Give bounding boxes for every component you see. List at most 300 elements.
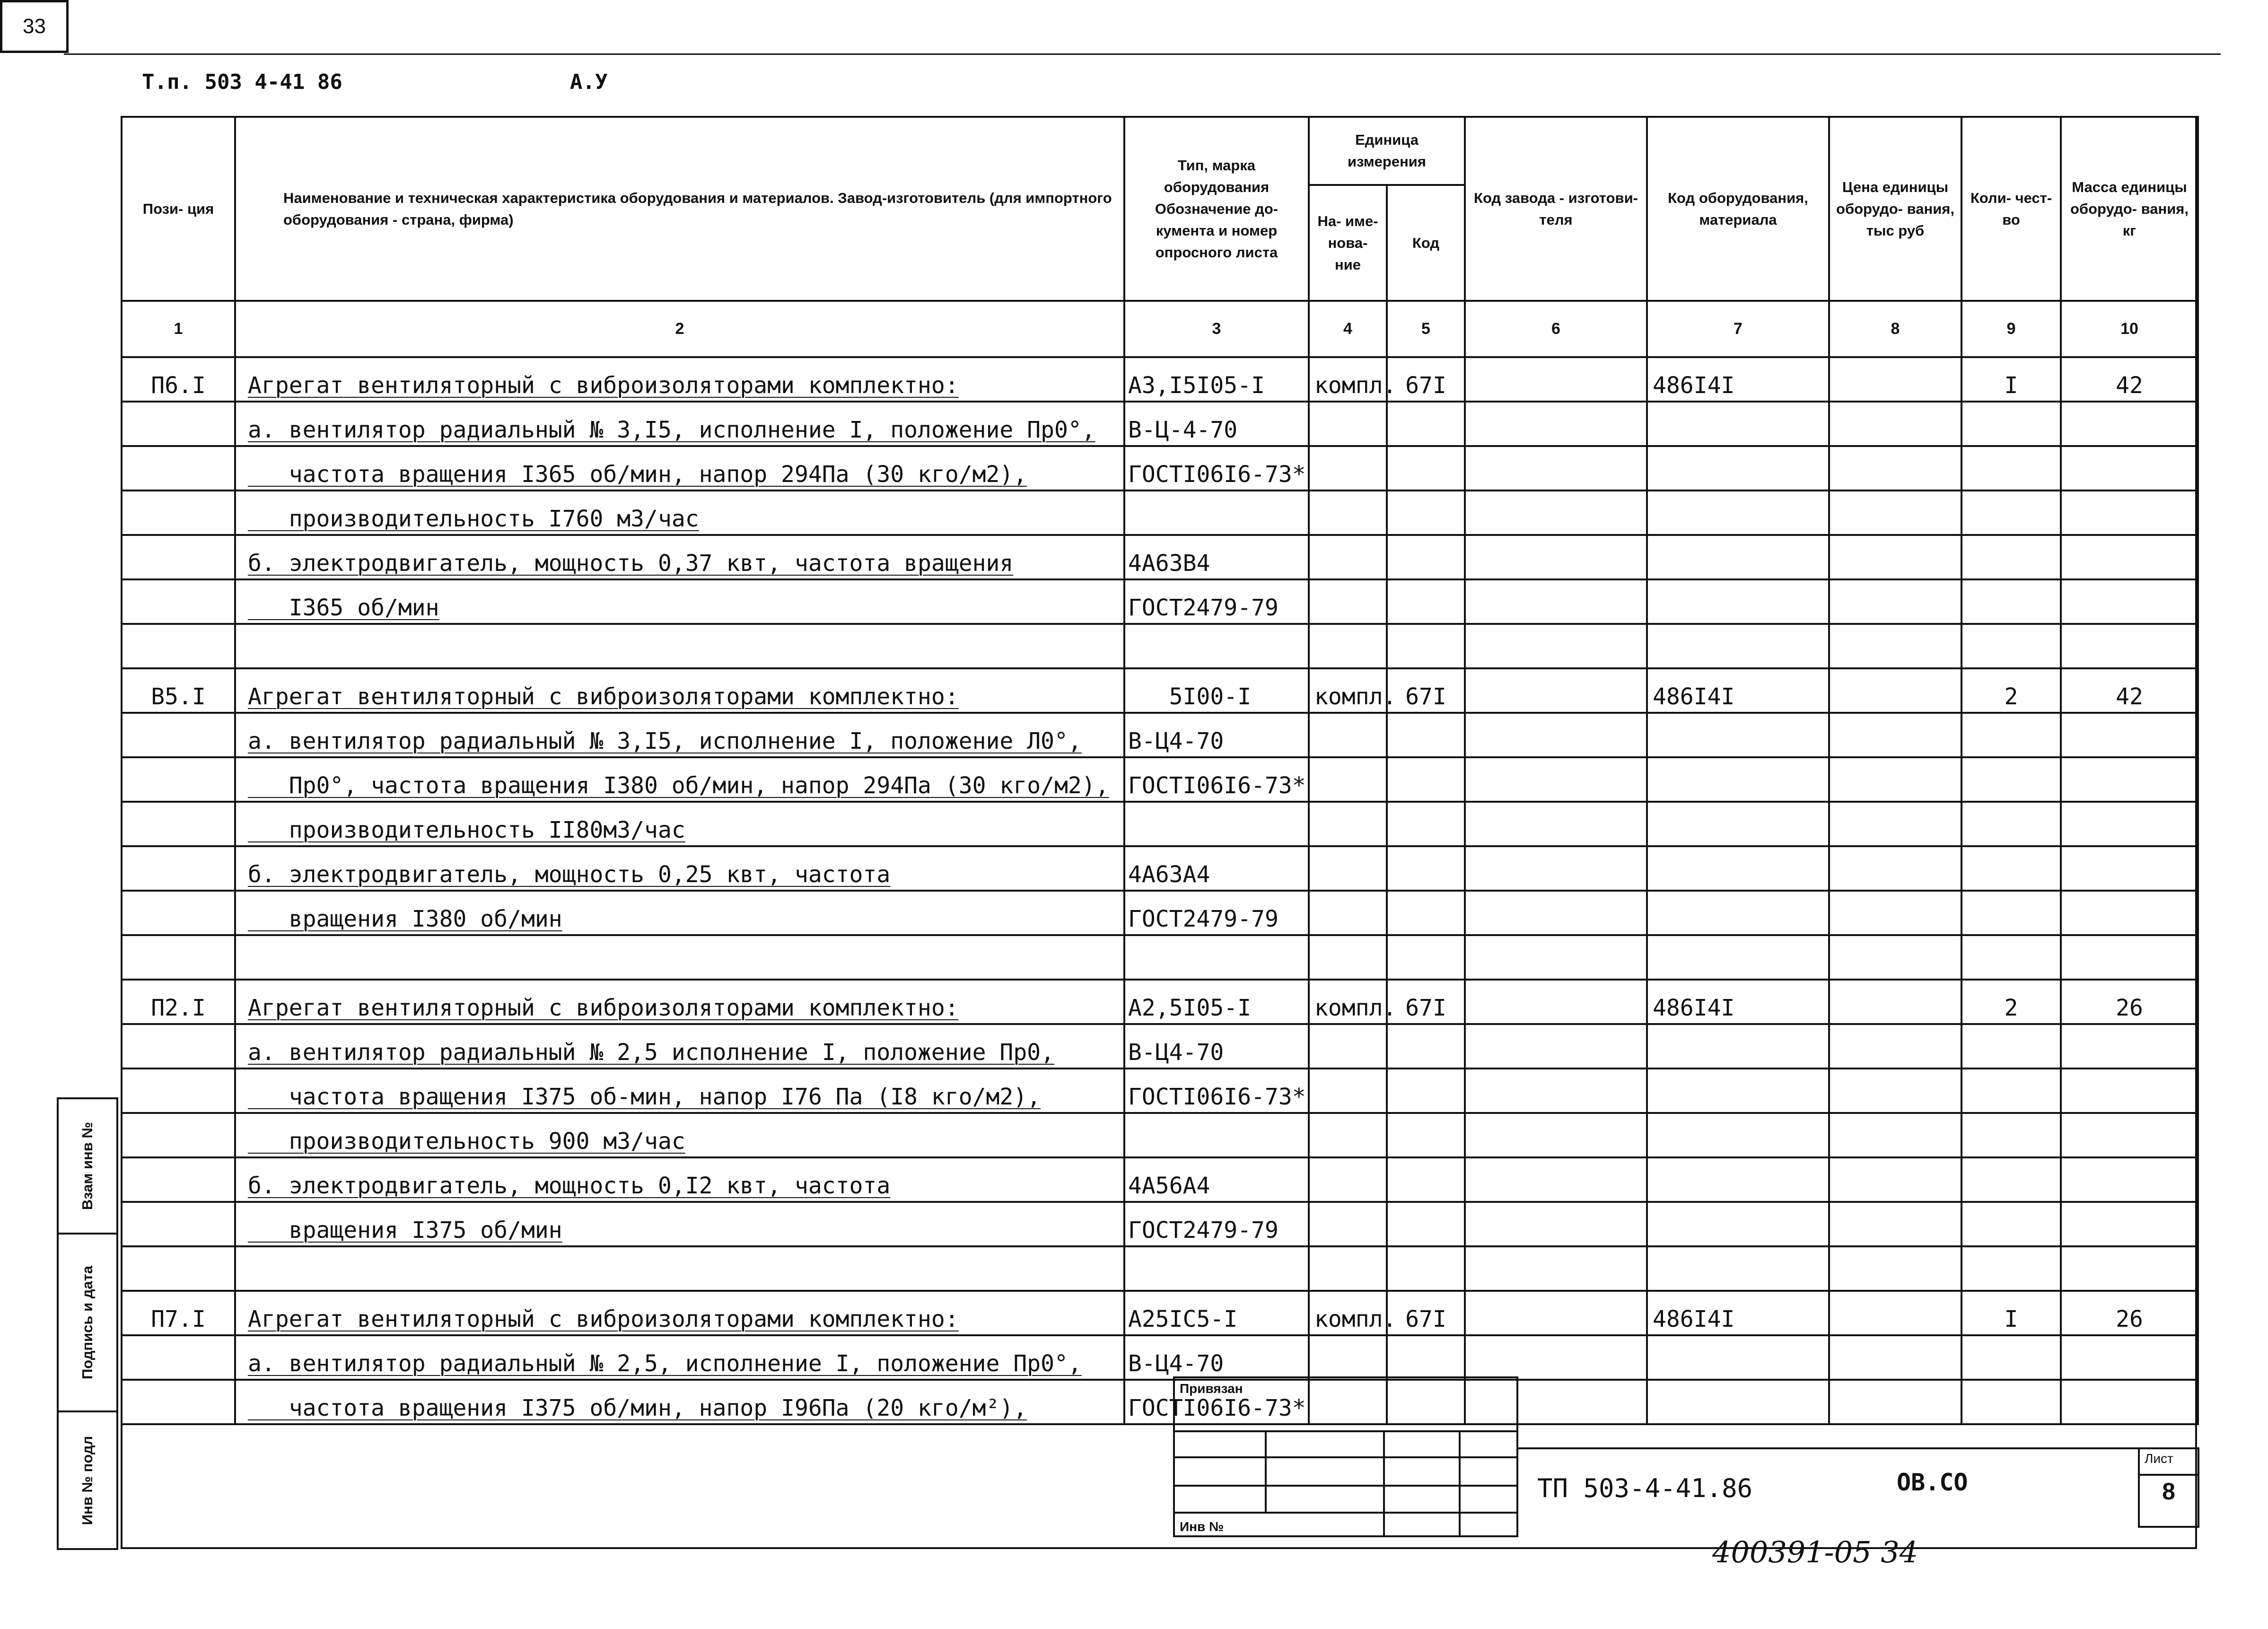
type-cell: ГОСТI06I6-73*	[1124, 1068, 1309, 1113]
equipment-code-cell: 486I4I	[1647, 1291, 1829, 1335]
position-cell	[122, 579, 235, 624]
stamp-divider	[1265, 1430, 1267, 1512]
unit-code-cell	[1387, 535, 1465, 579]
unit-cell	[1309, 1246, 1387, 1291]
price-cell	[1829, 446, 1962, 490]
col-number: 7	[1647, 301, 1829, 357]
name-cell: частота вращения I375 об/мин, напор I96Па (20 кго/м²),	[235, 1380, 1124, 1424]
unit-code-cell	[1387, 1068, 1465, 1113]
type-cell: ГОСТI06I6-73*	[1124, 1380, 1309, 1424]
quantity-cell	[1962, 624, 2061, 668]
section-code: ОВ.СО	[1897, 1469, 1968, 1496]
col-header-unit-name: На- име- нова- ние	[1309, 185, 1387, 301]
plant-code-cell	[1465, 668, 1647, 713]
quantity-cell: 2	[1962, 980, 2061, 1024]
unit-cell: компл.	[1309, 1291, 1387, 1335]
equipment-code-cell: 486I4I	[1647, 668, 1829, 713]
quantity-cell	[1962, 490, 2061, 535]
equipment-code-cell	[1647, 1157, 1829, 1202]
quantity-cell	[1962, 1246, 2061, 1291]
position-cell	[122, 1157, 235, 1202]
sheet-box-divider	[2140, 1474, 2198, 1476]
unit-code-cell: 67I	[1387, 980, 1465, 1024]
unit-code-cell	[1387, 624, 1465, 668]
mass-cell	[2061, 1024, 2198, 1068]
type-cell: 4А63А4	[1124, 846, 1309, 891]
unit-cell	[1309, 802, 1387, 846]
mass-cell: 26	[2061, 1291, 2198, 1335]
mass-cell: 26	[2061, 980, 2198, 1024]
name-cell: вращения I380 об/мин	[235, 891, 1124, 935]
quantity-cell	[1962, 1202, 2061, 1246]
quantity-cell	[1962, 1335, 2061, 1380]
top-rule	[64, 53, 2221, 55]
unit-code-cell	[1387, 846, 1465, 891]
col-header-plant-code: Код завода - изготови- теля	[1465, 117, 1647, 301]
unit-cell	[1309, 579, 1387, 624]
quantity-cell	[1962, 935, 2061, 980]
type-cell	[1124, 624, 1309, 668]
quantity-cell	[1962, 713, 2061, 757]
table-row	[122, 1335, 2198, 1380]
type-cell	[1124, 935, 1309, 980]
quantity-cell: I	[1962, 1291, 2061, 1335]
price-cell	[1829, 490, 1962, 535]
equipment-code-cell	[1647, 1068, 1829, 1113]
price-cell	[1829, 935, 1962, 980]
column-number-row	[122, 301, 2198, 357]
type-cell: 4А63В4	[1124, 535, 1309, 579]
name-cell: частота вращения I365 об/мин, напор 294Па (30 кго/м2),	[235, 446, 1124, 490]
side-inv-original-label: Инв № подл	[79, 1436, 96, 1525]
plant-code-cell	[1465, 1291, 1647, 1335]
unit-cell	[1309, 490, 1387, 535]
quantity-cell	[1962, 1113, 2061, 1157]
table-row	[122, 1157, 2198, 1202]
price-cell	[1829, 757, 1962, 802]
plant-code-cell	[1465, 1157, 1647, 1202]
stamp-line	[1175, 1430, 1516, 1432]
type-cell: ГОСТI06I6-73*	[1124, 446, 1309, 490]
position-cell: П6.I	[122, 357, 235, 402]
plant-code-cell	[1465, 1068, 1647, 1113]
col-number: 10	[2061, 301, 2198, 357]
side-signature-date	[57, 1233, 118, 1412]
equipment-code-cell	[1647, 1113, 1829, 1157]
col-number: 5	[1387, 301, 1465, 357]
type-cell: 5I00-I	[1124, 668, 1309, 713]
equipment-code-cell	[1647, 1024, 1829, 1068]
name-cell: производительность 900 м3/час	[235, 1113, 1124, 1157]
name-cell: Агрегат вентиляторный с виброизоляторами комплектно:	[235, 1291, 1124, 1335]
type-cell: А3,I5I05-I	[1124, 357, 1309, 402]
position-cell	[122, 1380, 235, 1424]
equipment-code-cell	[1647, 490, 1829, 535]
unit-cell: компл.	[1309, 668, 1387, 713]
name-cell: а. вентилятор радиальный № 2,5 исполнение I, положение Пр0,	[235, 1024, 1124, 1068]
mass-cell	[2061, 713, 2198, 757]
unit-cell	[1309, 535, 1387, 579]
project-label: А.У	[570, 70, 608, 94]
stamp-line	[1175, 1456, 1516, 1458]
unit-code-cell	[1387, 1335, 1465, 1380]
price-cell	[1829, 1202, 1962, 1246]
table-row	[122, 935, 2198, 980]
binding-stamp	[1173, 1376, 1518, 1537]
type-cell: ГОСТI06I6-73*	[1124, 757, 1309, 802]
plant-code-cell	[1465, 935, 1647, 980]
unit-code-cell	[1387, 713, 1465, 757]
position-cell: П2.I	[122, 980, 235, 1024]
table-row	[122, 757, 2198, 802]
mass-cell	[2061, 1068, 2198, 1113]
plant-code-cell	[1465, 1113, 1647, 1157]
mass-cell	[2061, 535, 2198, 579]
plant-code-cell	[1465, 713, 1647, 757]
position-cell	[122, 802, 235, 846]
unit-cell	[1309, 846, 1387, 891]
table-row	[122, 980, 2198, 1024]
plant-code-cell	[1465, 624, 1647, 668]
plant-code-cell	[1465, 490, 1647, 535]
unit-cell	[1309, 624, 1387, 668]
type-cell: В-Ц-4-70	[1124, 402, 1309, 446]
unit-code-cell	[1387, 579, 1465, 624]
mass-cell	[2061, 1246, 2198, 1291]
stamp-inv-label: Инв №	[1180, 1519, 1224, 1534]
name-cell: б. электродвигатель, мощность 0,I2 квт, частота	[235, 1157, 1124, 1202]
equipment-code-cell: 486I4I	[1647, 980, 1829, 1024]
quantity-cell	[1962, 402, 2061, 446]
sheet-box	[2138, 1447, 2199, 1528]
stamp-line	[1175, 1512, 1516, 1514]
position-cell	[122, 1113, 235, 1157]
price-cell	[1829, 1068, 1962, 1113]
col-header-unit-code: Код	[1387, 185, 1465, 301]
mass-cell	[2061, 1335, 2198, 1380]
table-row	[122, 1068, 2198, 1113]
unit-cell	[1309, 1202, 1387, 1246]
unit-code-cell	[1387, 402, 1465, 446]
equipment-code-cell	[1647, 1202, 1829, 1246]
plant-code-cell	[1465, 579, 1647, 624]
unit-code-cell	[1387, 1202, 1465, 1246]
stamp-divider	[1383, 1430, 1385, 1537]
col-number: 2	[235, 301, 1124, 357]
unit-cell	[1309, 1113, 1387, 1157]
type-cell: В-Ц4-70	[1124, 1335, 1309, 1380]
mass-cell	[2061, 1157, 2198, 1202]
equipment-code-cell	[1647, 713, 1829, 757]
col-number: 8	[1829, 301, 1962, 357]
col-number: 9	[1962, 301, 2061, 357]
table-row	[122, 357, 2198, 402]
col-header-type: Тип, марка оборудования Обозначение до- кумента и номер опросного листа	[1124, 117, 1309, 301]
quantity-cell	[1962, 1024, 2061, 1068]
name-cell: I365 об/мин	[235, 579, 1124, 624]
name-cell	[235, 935, 1124, 980]
mass-cell	[2061, 624, 2198, 668]
side-inv-original	[57, 1410, 118, 1550]
plant-code-cell	[1465, 1246, 1647, 1291]
mass-cell	[2061, 1202, 2198, 1246]
unit-cell	[1309, 1024, 1387, 1068]
position-cell	[122, 535, 235, 579]
plant-code-cell	[1465, 1335, 1647, 1380]
unit-cell: компл.	[1309, 357, 1387, 402]
plant-code-cell	[1465, 846, 1647, 891]
position-cell	[122, 402, 235, 446]
plant-code-cell	[1465, 446, 1647, 490]
price-cell	[1829, 1113, 1962, 1157]
quantity-cell	[1962, 846, 2061, 891]
unit-code-cell	[1387, 446, 1465, 490]
mass-cell	[2061, 935, 2198, 980]
quantity-cell: I	[1962, 357, 2061, 402]
table-row	[122, 402, 2198, 446]
quantity-cell	[1962, 802, 2061, 846]
name-cell: вращения I375 об/мин	[235, 1202, 1124, 1246]
position-cell	[122, 1246, 235, 1291]
equipment-code-cell	[1647, 1380, 1829, 1424]
unit-code-cell: 67I	[1387, 357, 1465, 402]
table-row	[122, 1246, 2198, 1291]
unit-code-cell	[1387, 891, 1465, 935]
unit-code-cell	[1387, 935, 1465, 980]
table-row	[122, 1113, 2198, 1157]
unit-code-cell	[1387, 490, 1465, 535]
type-cell: ГОСТ2479-79	[1124, 579, 1309, 624]
unit-code-cell	[1387, 1113, 1465, 1157]
table-row	[122, 1380, 2198, 1424]
col-number: 4	[1309, 301, 1387, 357]
col-header-equipment-code: Код оборудования, материала	[1647, 117, 1829, 301]
equipment-code-cell	[1647, 846, 1829, 891]
name-cell: б. электродвигатель, мощность 0,37 квт, частота вращения	[235, 535, 1124, 579]
col-header-position: Пози- ция	[122, 117, 235, 301]
name-cell	[235, 1246, 1124, 1291]
unit-code-cell	[1387, 1246, 1465, 1291]
table-row	[122, 802, 2198, 846]
side-signature-date-label: Подпись и дата	[79, 1265, 96, 1380]
equipment-code-cell	[1647, 446, 1829, 490]
unit-code-cell	[1387, 1024, 1465, 1068]
price-cell	[1829, 668, 1962, 713]
position-cell	[122, 935, 235, 980]
unit-code-cell: 67I	[1387, 668, 1465, 713]
table-row	[122, 846, 2198, 891]
position-cell	[122, 757, 235, 802]
plant-code-cell	[1465, 980, 1647, 1024]
table-row	[122, 891, 2198, 935]
header-row	[122, 117, 2198, 185]
price-cell	[1829, 1335, 1962, 1380]
unit-cell	[1309, 1068, 1387, 1113]
type-cell: ГОСТ2479-79	[1124, 1202, 1309, 1246]
table-row	[122, 668, 2198, 713]
type-cell: А25IС5-I	[1124, 1291, 1309, 1335]
name-cell: Агрегат вентиляторный с виброизоляторами комплектно:	[235, 668, 1124, 713]
col-header-unit-group: Единица измерения	[1309, 117, 1465, 185]
position-cell	[122, 1202, 235, 1246]
unit-cell	[1309, 1157, 1387, 1202]
price-cell	[1829, 891, 1962, 935]
position-cell: П7.I	[122, 1291, 235, 1335]
col-header-quantity: Коли- чест- во	[1962, 117, 2061, 301]
position-cell	[122, 446, 235, 490]
table-row	[122, 1291, 2198, 1335]
price-cell	[1829, 713, 1962, 757]
unit-code-cell	[1387, 757, 1465, 802]
position-cell	[122, 846, 235, 891]
table-row	[122, 490, 2198, 535]
plant-code-cell	[1465, 402, 1647, 446]
mass-cell	[2061, 757, 2198, 802]
type-cell: В-Ц4-70	[1124, 713, 1309, 757]
table-row	[122, 1024, 2198, 1068]
side-inv-replacement	[57, 1097, 118, 1235]
mass-cell	[2061, 1113, 2198, 1157]
position-cell	[122, 891, 235, 935]
type-cell	[1124, 1246, 1309, 1291]
table-row	[122, 535, 2198, 579]
sheet-number: 33	[0, 0, 69, 53]
name-cell: б. электродвигатель, мощность 0,25 квт, частота	[235, 846, 1124, 891]
table-row	[122, 624, 2198, 668]
col-header-unit-price: Цена единицы оборудо- вания, тыс руб	[1829, 117, 1962, 301]
col-number: 3	[1124, 301, 1309, 357]
quantity-cell	[1962, 1157, 2061, 1202]
unit-cell	[1309, 446, 1387, 490]
type-cell: А2,5I05-I	[1124, 980, 1309, 1024]
col-header-name: Наименование и техническая характеристика оборудования и материалов. Завод-изготовитель (для импортного оборудования - страна, фирма)	[235, 117, 1124, 301]
mass-cell	[2061, 802, 2198, 846]
price-cell	[1829, 624, 1962, 668]
plant-code-cell	[1465, 757, 1647, 802]
price-cell	[1829, 357, 1962, 402]
unit-cell	[1309, 891, 1387, 935]
unit-code-cell	[1387, 802, 1465, 846]
price-cell	[1829, 535, 1962, 579]
price-cell	[1829, 1380, 1962, 1424]
mass-cell	[2061, 891, 2198, 935]
type-cell: В-Ц4-70	[1124, 1024, 1309, 1068]
unit-cell	[1309, 402, 1387, 446]
position-cell	[122, 1024, 235, 1068]
equipment-code-cell	[1647, 802, 1829, 846]
quantity-cell: 2	[1962, 668, 2061, 713]
document-code: ТП 503-4-41.86	[1537, 1473, 1753, 1503]
plant-code-cell	[1465, 802, 1647, 846]
position-cell	[122, 1068, 235, 1113]
type-cell	[1124, 490, 1309, 535]
price-cell	[1829, 1291, 1962, 1335]
price-cell	[1829, 402, 1962, 446]
type-cell	[1124, 802, 1309, 846]
mass-cell	[2061, 490, 2198, 535]
mass-cell	[2061, 1380, 2198, 1424]
unit-cell	[1309, 1335, 1387, 1380]
table-row	[122, 446, 2198, 490]
name-cell	[235, 624, 1124, 668]
mass-cell	[2061, 402, 2198, 446]
stamp-privyazan-label: Привязан	[1180, 1381, 1243, 1396]
col-number: 1	[122, 301, 235, 357]
equipment-code-cell	[1647, 757, 1829, 802]
quantity-cell	[1962, 757, 2061, 802]
name-cell: а. вентилятор радиальный № 3,I5, исполнение I, положение Пр0°,	[235, 402, 1124, 446]
plant-code-cell	[1465, 535, 1647, 579]
col-number: 6	[1465, 301, 1647, 357]
equipment-code-cell	[1647, 624, 1829, 668]
quantity-cell	[1962, 1380, 2061, 1424]
equipment-code-cell	[1647, 1335, 1829, 1380]
quantity-cell	[1962, 1068, 2061, 1113]
name-cell: Агрегат вентиляторный с виброизоляторами комплектно:	[235, 980, 1124, 1024]
unit-cell	[1309, 935, 1387, 980]
mass-cell	[2061, 846, 2198, 891]
unit-cell: компл.	[1309, 980, 1387, 1024]
quantity-cell	[1962, 446, 2061, 490]
table-row	[122, 713, 2198, 757]
unit-code-cell: 67I	[1387, 1291, 1465, 1335]
position-cell: В5.I	[122, 668, 235, 713]
position-cell	[122, 713, 235, 757]
price-cell	[1829, 1157, 1962, 1202]
price-cell	[1829, 1024, 1962, 1068]
table-row	[122, 579, 2198, 624]
stamp-divider	[1459, 1430, 1461, 1537]
sheet-label: Лист	[2145, 1451, 2173, 1466]
mass-cell: 42	[2061, 357, 2198, 402]
name-cell: а. вентилятор радиальный № 2,5, исполнение I, положение Пр0°,	[235, 1335, 1124, 1380]
mass-cell	[2061, 579, 2198, 624]
name-cell: производительность I760 м3/час	[235, 490, 1124, 535]
price-cell	[1829, 579, 1962, 624]
sheet-value: 8	[2162, 1478, 2175, 1505]
name-cell: Агрегат вентиляторный с виброизоляторами комплектно:	[235, 357, 1124, 402]
type-cell: 4А56А4	[1124, 1157, 1309, 1202]
price-cell	[1829, 1246, 1962, 1291]
type-cell	[1124, 1113, 1309, 1157]
quantity-cell	[1962, 535, 2061, 579]
equipment-code-cell	[1647, 535, 1829, 579]
equipment-code-cell: 486I4I	[1647, 357, 1829, 402]
table-row	[122, 1202, 2198, 1246]
mass-cell: 42	[2061, 668, 2198, 713]
position-cell	[122, 490, 235, 535]
equipment-code-cell	[1647, 891, 1829, 935]
unit-code-cell	[1387, 1157, 1465, 1202]
position-cell	[122, 624, 235, 668]
mass-cell	[2061, 446, 2198, 490]
title-block-rule	[1518, 1447, 2197, 1449]
plant-code-cell	[1465, 891, 1647, 935]
specification-table	[121, 116, 2199, 1425]
name-cell: а. вентилятор радиальный № 3,I5, исполнение I, положение Л0°,	[235, 713, 1124, 757]
name-cell: частота вращения I375 об-мин, напор I76 Па (I8 кго/м2),	[235, 1068, 1124, 1113]
handwritten-archive-number: 400391-05 34	[1712, 1535, 1918, 1569]
col-header-mass: Масса единицы оборудо- вания, кг	[2061, 117, 2198, 301]
side-inv-replacement-label: Взам инв №	[79, 1121, 96, 1210]
quantity-cell	[1962, 891, 2061, 935]
equipment-code-cell	[1647, 935, 1829, 980]
equipment-code-cell	[1647, 1246, 1829, 1291]
unit-cell	[1309, 713, 1387, 757]
name-cell: Пр0°, частота вращения I380 об/мин, напор 294Па (30 кго/м2),	[235, 757, 1124, 802]
name-cell: производительность II80м3/час	[235, 802, 1124, 846]
stamp-line	[1175, 1485, 1516, 1487]
